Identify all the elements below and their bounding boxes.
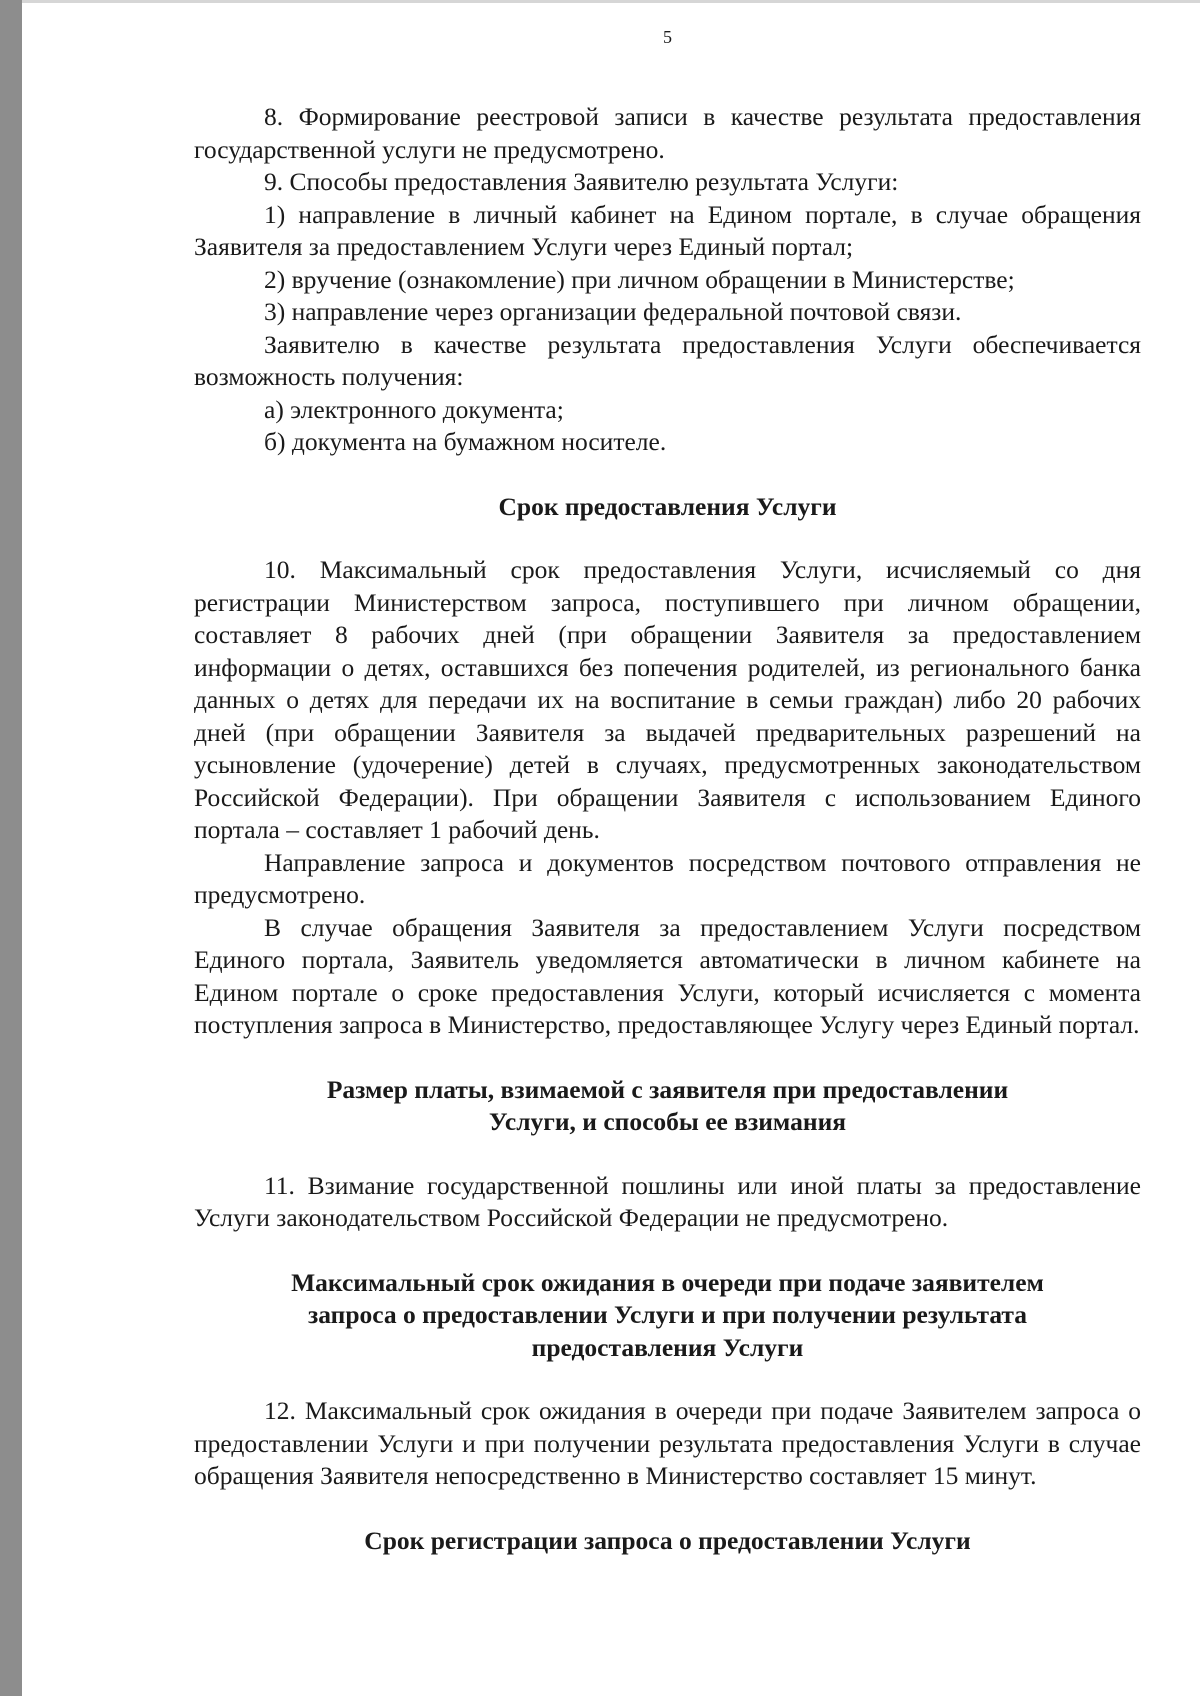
page-number: 5 xyxy=(663,27,672,47)
list-item-a: а) электронного документа; xyxy=(264,394,564,424)
list-item-1: 1) направление в личный кабинет на Едином портале, в случае обращения Заявителя за предоставлением Услуги через Единый портал; xyxy=(194,199,1141,261)
paragraph-11: 11. Взимание государственной пошлины или иной платы за предоставление Услуги законодательством Российской Федерации не предусмотрено. xyxy=(194,1170,1141,1232)
section-heading-registration xyxy=(194,1525,1141,1558)
paragraph-portal-notice: В случае обращения Заявителя за предоставлением Услуги посредством Единого портала, Заявитель уведомляется автоматически в личном кабинете на Едином портале о сроке предоставления Услуги, который исчисляется с момента поступления запроса в Министерство, предоставляющее Услугу через Единый портал. xyxy=(194,912,1141,1039)
heading-line: Максимальный срок ожидания в очереди при подаче заявителем xyxy=(291,1267,1044,1297)
list-item-b: б) документа на бумажном носителе. xyxy=(264,427,667,456)
list-item-2: 2) вручение (ознакомление) при личном обращении в Министерстве; xyxy=(264,264,1015,294)
scan-left-edge xyxy=(0,0,22,1696)
heading-line: Размер платы, взимаемой с заявителя при предоставлении xyxy=(326,1074,1009,1104)
heading-line: запроса о предоставлении Услуги и при получении результата xyxy=(307,1300,1028,1329)
paragraph-result-forms: Заявителю в качестве результата предоставления Услуги обеспечивается возможность получения: xyxy=(194,329,1141,391)
heading-line: Срок предоставления Услуги xyxy=(498,491,837,521)
paragraph-10: 10. Максимальный срок предоставления Услуги, исчисляемый со дня регистрации Министерством запроса, поступившего при личном обращении, составляет 8 рабочих дней (при обращении Заявителя за предоставлением информации о детях, оставшихся без попечения родителей, из регионального банка данных о детях для передачи их на воспитание в семьи граждан) либо 20 рабочих дней (при обращении Заявителя за выдачей предварительных разрешений на усыновление (удочерение) детей в случаях, предусмотренных законодательством Российской Федерации). При обращении Заявителя с использованием Единого портала – составляет 1 рабочий день. xyxy=(194,555,1141,844)
heading-line: Услуги, и способы ее взимания xyxy=(488,1107,847,1136)
list-item-3: 3) направление через организации федеральной почтовой связи. xyxy=(264,297,962,326)
section-heading-fee xyxy=(194,1074,1141,1139)
section-heading-queue xyxy=(194,1267,1141,1365)
paragraph-9: 9. Способы предоставления Заявителю результата Услуги: xyxy=(264,167,899,196)
paragraph-12: 12. Максимальный срок ожидания в очереди при подаче Заявителем запроса о предоставлении Услуги и при получении результата предоставления Услуги в случае обращения Заявителя непосредственно в Министерство составляет 15 минут. xyxy=(194,1396,1141,1490)
heading-line: предоставления Услуги xyxy=(531,1332,804,1362)
paragraph-postal: Направление запроса и документов посредством почтового отправления не предусмотрено. xyxy=(194,847,1141,909)
heading-line: Срок регистрации запроса о предоставлении Услуги xyxy=(364,1525,971,1555)
document-page xyxy=(194,26,1141,1557)
scan-top-edge xyxy=(22,0,1200,3)
section-heading-term xyxy=(194,491,1141,524)
paragraph-8: 8. Формирование реестровой записи в качестве результата предоставления государственной услуги не предусмотрено. xyxy=(194,102,1141,164)
